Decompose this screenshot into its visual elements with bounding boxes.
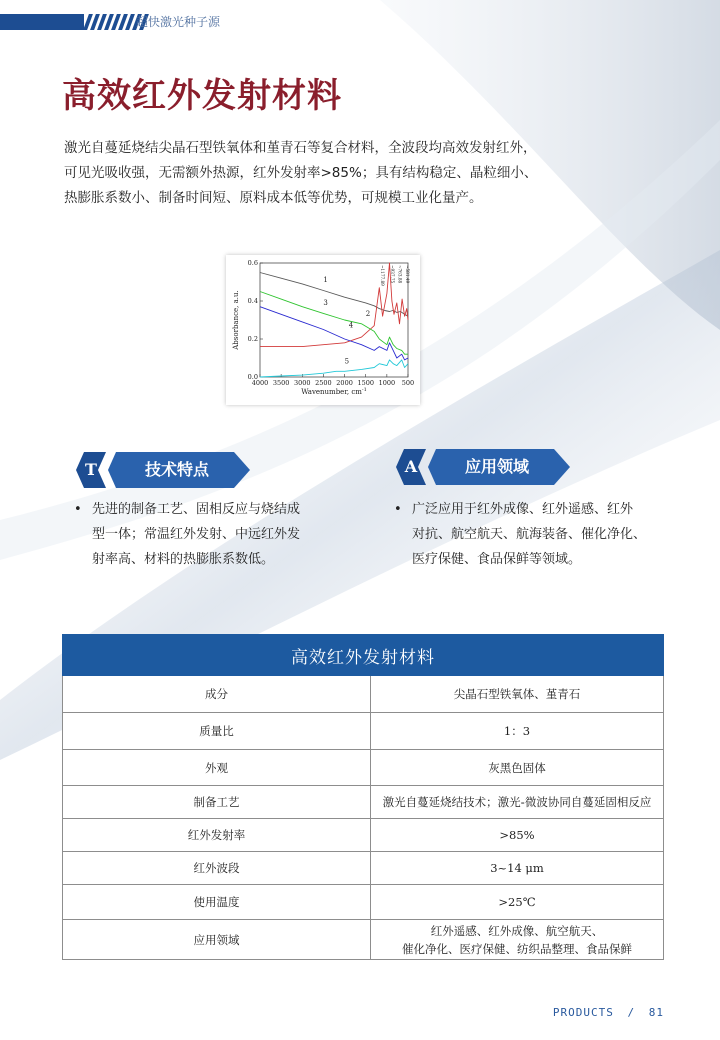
table-row bbox=[63, 750, 664, 786]
table-value: 灰黑色固体 bbox=[371, 750, 664, 786]
header-section-title: 超快激光种子源 bbox=[136, 15, 221, 29]
y-tick-label: 0.2 bbox=[247, 335, 258, 344]
table-row bbox=[63, 819, 664, 852]
table-key: 质量比 bbox=[63, 713, 371, 750]
series-line-5 bbox=[260, 357, 408, 377]
x-axis-label-superscript: -1 bbox=[361, 387, 367, 393]
features-badge bbox=[72, 452, 250, 488]
footer-separator: / bbox=[627, 1006, 636, 1019]
x-tick-label: 3500 bbox=[272, 379, 290, 387]
applications-badge bbox=[392, 449, 570, 485]
x-tick-label: 2000 bbox=[336, 379, 353, 387]
table-key: 外观 bbox=[63, 750, 371, 786]
y-tick-label: 0.6 bbox=[247, 259, 258, 268]
table-row bbox=[63, 885, 664, 920]
table-value: 3~14 μm bbox=[371, 852, 664, 885]
series-label-5: 5 bbox=[344, 357, 350, 366]
table-row bbox=[63, 852, 664, 885]
y-tick-label: 0.4 bbox=[247, 297, 258, 306]
applications-bullet: • 广泛应用于红外成像、红外遥感、红外 对抗、航空航天、航海装备、催化净化、 医疗保健、食品保鲜等领域。 bbox=[412, 497, 672, 572]
table-row bbox=[63, 676, 664, 713]
header-bar bbox=[0, 14, 84, 30]
table-value bbox=[371, 920, 664, 960]
table-value: >85% bbox=[371, 819, 664, 852]
table-key: 红外发射率 bbox=[63, 819, 371, 852]
features-bullet: • 先进的制备工艺、固相反应与烧结成 型一体；常温红外发射、中远红外发 射率高、材料的热膨胀系数低。 bbox=[92, 497, 342, 572]
peak-label: ~1177.89 bbox=[379, 265, 385, 286]
applications-badge-letter: A bbox=[404, 457, 418, 476]
table-row bbox=[63, 713, 664, 750]
table-key: 使用温度 bbox=[63, 885, 371, 920]
chart-svg bbox=[226, 255, 420, 405]
x-tick-label: 3000 bbox=[294, 379, 311, 387]
spec-table bbox=[62, 634, 664, 960]
applications-line: 医疗保健、食品保鲜等领域。 bbox=[412, 552, 582, 567]
intro-line: 热膨胀系数小、制备时间短、原料成本低等优势，可规模工业化量产。 bbox=[64, 190, 483, 206]
table-key: 制备工艺 bbox=[63, 786, 371, 819]
table-key: 成分 bbox=[63, 676, 371, 713]
intro-line: 激光自蔓延烧结尖晶石型铁氧体和堇青石等复合材料，全波段均高效发射红外， bbox=[64, 140, 537, 156]
series-label-3: 3 bbox=[323, 298, 328, 307]
peak-label: ~763.88 bbox=[397, 265, 403, 284]
applications-line: 对抗、航空航天、航海装备、催化净化、 bbox=[412, 527, 647, 542]
series-label-2: 2 bbox=[365, 310, 371, 319]
x-tick-label: 2500 bbox=[315, 379, 332, 387]
features-badge-letter: T bbox=[85, 460, 97, 479]
y-axis-label: Absorbance, a.u. bbox=[232, 290, 240, 350]
page-title: 高效红外发射材料 bbox=[62, 76, 342, 116]
table-value-line: 催化净化、医疗保健、纺织品整理、食品保鲜 bbox=[402, 941, 632, 956]
table-key: 红外波段 bbox=[63, 852, 371, 885]
series-label-4: 4 bbox=[348, 321, 354, 330]
features-line: 型一体；常温红外发射、中远红外发 bbox=[92, 527, 301, 542]
series-label-1: 1 bbox=[323, 276, 328, 284]
absorbance-chart bbox=[226, 255, 420, 405]
table-value: 1：3 bbox=[371, 713, 664, 750]
page-footer bbox=[553, 1006, 664, 1019]
x-tick-label: 500 bbox=[401, 379, 415, 387]
table-key: 应用领域 bbox=[63, 920, 371, 960]
x-tick-label: 4000 bbox=[251, 379, 269, 387]
intro-paragraph bbox=[64, 136, 594, 211]
page-number: 81 bbox=[648, 1006, 664, 1019]
features-title: 技术特点 bbox=[144, 460, 209, 479]
table-row bbox=[63, 786, 664, 819]
table-value: >25℃ bbox=[371, 885, 664, 920]
table-value-line: 红外遥感、红外成像、航空航天、 bbox=[430, 923, 604, 938]
footer-label: PRODUCTS bbox=[552, 1006, 614, 1019]
x-tick-label: 1000 bbox=[378, 379, 396, 387]
applications-line: 广泛应用于红外成像、红外遥感、红外 bbox=[412, 502, 634, 517]
y-tick-label: 0.0 bbox=[247, 373, 258, 382]
series-line-4 bbox=[260, 307, 408, 360]
table-value: 激光自蔓延烧结技术；激光-微波协同自蔓延固相反应 bbox=[371, 786, 664, 819]
x-axis-label: Wavenumber, $cm^{-1}$ bbox=[301, 387, 367, 396]
x-tick-label: 1500 bbox=[357, 379, 374, 387]
table-value: 尖晶石型铁氧体、堇青石 bbox=[371, 676, 664, 713]
features-line: 射率高、材料的热膨胀系数低。 bbox=[92, 552, 275, 567]
intro-line: 可见光吸收强，无需额外热源，红外发射率>85%；具有结构稳定、晶粒细小、 bbox=[64, 165, 538, 181]
table-title: 高效红外发射材料 bbox=[63, 635, 664, 676]
peak-label: ~581.49 bbox=[405, 265, 411, 284]
features-line: 先进的制备工艺、固相反应与烧结成 bbox=[92, 502, 301, 517]
peak-label: ~937.75 bbox=[389, 265, 395, 284]
applications-title: 应用领域 bbox=[464, 457, 529, 476]
table-row bbox=[63, 920, 664, 960]
